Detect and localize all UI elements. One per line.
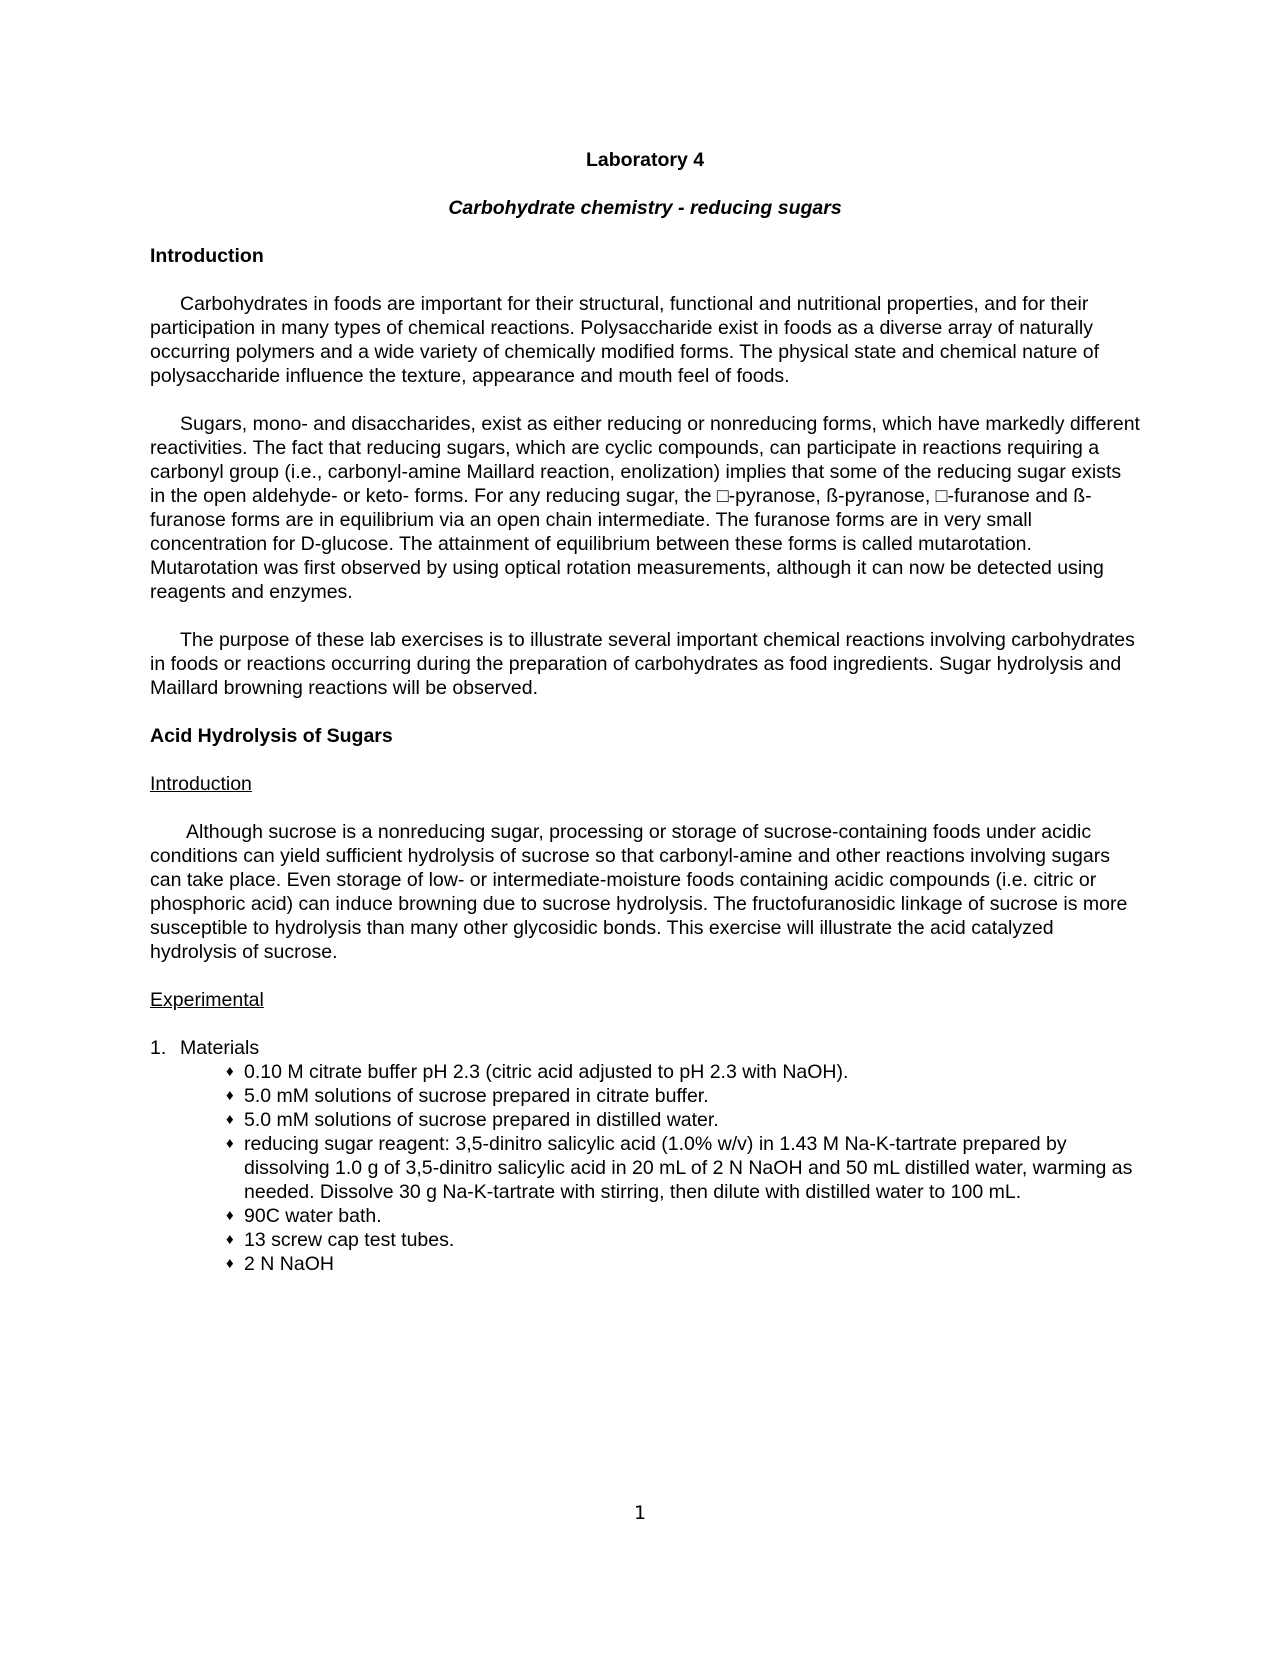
intro-paragraph-1: Carbohydrates in foods are important for their structural, functional and nutritional properties, and for their participation in many types of chemical reactions. Polysaccharide exist in foods as a diverse array of naturally occurring polymers and a wide variety of chemically modified forms. The physical state and chemical nature of polysaccharide influence the texture, appearance and mouth feel of foods. <box>150 293 1100 387</box>
material-text: reducing sugar reagent: 3,5-dinitro salicylic acid (1.0% w/v) in 1.43 M Na-K-tartrate prepared by dissolving 1.0 g of 3,5-dinitro salicylic acid in 20 mL of 2 N NaOH and 50 mL distilled water, warming as needed. Dissolve 30 g Na-K-tartrate with stirring, then dilute with distilled water to 100 mL. <box>244 1133 1133 1203</box>
list-item <box>226 1228 1140 1252</box>
material-text: 90C water bath. <box>244 1205 382 1227</box>
materials-list-heading <box>150 1036 1140 1060</box>
section-intro-paragraph: Although sucrose is a nonreducing sugar, processing or storage of sucrose-containing foods under acidic conditions can yield sufficient hydrolysis of sucrose so that carbonyl-amine and other reactions involving sugars can take place. Even storage of low- or intermediate-moisture foods containing acidic compounds (i.e. citric or phosphoric acid) can induce browning due to sucrose hydrolysis. The fructofuranosidic linkage of sucrose is more susceptible to hydrolysis than many other glycosidic bonds. This exercise will illustrate the acid catalyzed hydrolysis of sucrose. <box>150 821 1128 963</box>
document-subtitle: Carbohydrate chemistry - reducing sugars <box>448 197 842 219</box>
diamond-bullet-icon: ♦ <box>226 1255 234 1272</box>
materials-list <box>150 1060 1140 1276</box>
list-item <box>226 1132 1140 1204</box>
material-text: 2 N NaOH <box>244 1253 334 1275</box>
list-item <box>226 1060 1140 1084</box>
list-item <box>226 1084 1140 1108</box>
materials-label: Materials <box>180 1037 260 1059</box>
materials-number: 1. <box>150 1037 167 1059</box>
material-text: 5.0 mM solutions of sucrose prepared in distilled water. <box>244 1109 719 1131</box>
material-text: 0.10 M citrate buffer pH 2.3 (citric acid adjusted to pH 2.3 with NaOH). <box>244 1061 849 1083</box>
diamond-bullet-icon: ♦ <box>226 1207 234 1224</box>
page-number: 1 <box>633 1502 647 1524</box>
material-text: 5.0 mM solutions of sucrose prepared in citrate buffer. <box>244 1085 709 1107</box>
list-item <box>226 1108 1140 1132</box>
list-item <box>226 1252 1140 1276</box>
diamond-bullet-icon: ♦ <box>226 1111 234 1128</box>
list-item <box>226 1204 1140 1228</box>
diamond-bullet-icon: ♦ <box>226 1063 234 1080</box>
diamond-bullet-icon: ♦ <box>226 1231 234 1248</box>
experimental-heading: Experimental <box>150 989 264 1011</box>
section-heading: Acid Hydrolysis of Sugars <box>150 725 393 747</box>
intro-paragraph-3: The purpose of these lab exercises is to illustrate several important chemical reactions involving carbohydrates in foods or reactions occurring during the preparation of carbohydrates as food ingredients. Sugar hydrolysis and Maillard browning reactions will be observed. <box>150 629 1135 699</box>
intro-heading: Introduction <box>150 245 264 267</box>
diamond-bullet-icon: ♦ <box>226 1087 234 1104</box>
section-intro-heading: Introduction <box>150 773 252 795</box>
material-text: 13 screw cap test tubes. <box>244 1229 455 1251</box>
diamond-bullet-icon: ♦ <box>226 1135 234 1152</box>
document-title: Laboratory 4 <box>585 149 705 171</box>
document-page <box>150 148 1140 1276</box>
intro-paragraph-2: Sugars, mono- and disaccharides, exist as either reducing or nonreducing forms, which have markedly different reactivities. The fact that reducing sugars, which are cyclic compounds, can participate in reactions requiring a carbonyl group (i.e., carbonyl-amine Maillard reaction, enolization) implies that some of the reducing sugar exists in the open aldehyde- or keto- forms. For any reducing sugar, the □-pyranose, ß-pyranose, □-furanose and ß-furanose forms are in equilibrium via an open chain intermediate. The furanose forms are in very small concentration for D-glucose. The attainment of equilibrium between these forms is called mutarotation. Mutarotation was first observed by using optical rotation measurements, although it can now be detected using reagents and enzymes. <box>150 413 1140 603</box>
